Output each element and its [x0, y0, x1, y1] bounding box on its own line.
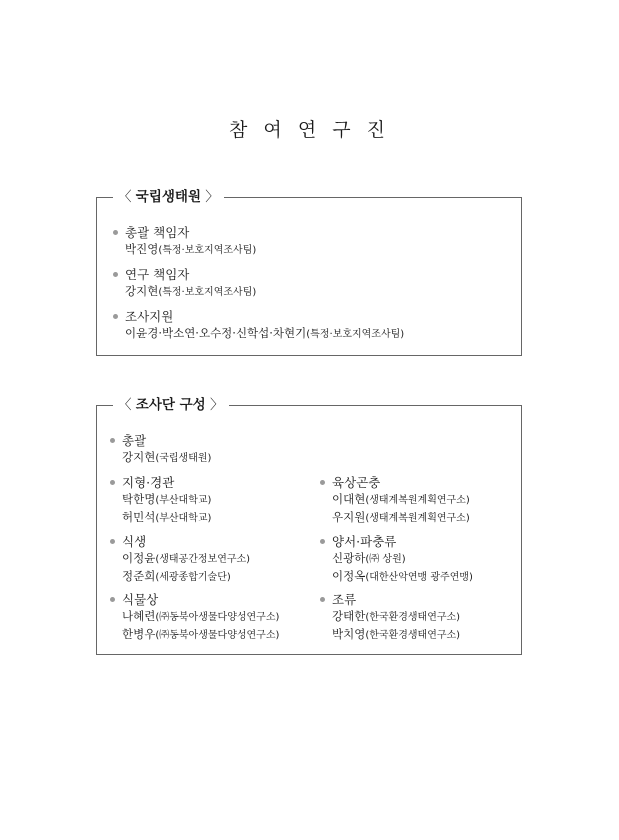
member-affiliation: (㈜동북아생물다양성연구소) [155, 630, 280, 641]
survey-group-birds [332, 591, 460, 644]
bullet-icon [110, 539, 115, 544]
member-name: 박치영 [332, 627, 366, 641]
member-name: 강지현 [122, 450, 156, 464]
member-affiliation: (㈜ 상원) [365, 554, 406, 565]
member-name: 강지현 [125, 284, 159, 298]
survey-group-insects [332, 474, 470, 527]
bullet-icon [113, 272, 118, 277]
group-role: 총괄 책임자 [125, 225, 190, 240]
member-name: 이정윤 [122, 551, 156, 565]
bullet-icon [110, 597, 115, 602]
member-affiliation: (생태계복원계획연구소) [365, 513, 470, 524]
member-name: 신광하 [332, 551, 366, 565]
institute-group-research [125, 266, 256, 301]
bullet-icon [110, 480, 115, 485]
member-affiliation: (부산대학교) [155, 513, 212, 524]
member-affiliation: (한국환경생태연구소) [365, 612, 461, 623]
bullet-icon [113, 230, 118, 235]
member-affiliation: (국립생태원) [155, 453, 212, 464]
group-role: 지형·경관 [122, 475, 175, 490]
member-affiliation: (생태계복원계획연구소) [365, 495, 470, 506]
left-angle-bracket-icon: 〈 [118, 397, 136, 413]
member-affiliation: (대한산악연맹 광주연맹) [365, 572, 473, 583]
bullet-icon [320, 597, 325, 602]
right-angle-bracket-icon: 〉 [205, 397, 224, 413]
bullet-icon [320, 480, 325, 485]
institute-group-lead [125, 224, 256, 259]
survey-group-herpetofauna [332, 533, 473, 586]
institute-group-support [125, 308, 404, 343]
group-role: 연구 책임자 [125, 267, 190, 282]
member-name: 강태한 [332, 609, 366, 623]
left-angle-bracket-icon: 〈 [118, 189, 136, 205]
member-affiliation: (특정·보호지역조사팀) [306, 329, 405, 340]
member-affiliation: (한국환경생태연구소) [365, 630, 461, 641]
survey-group-vegetation [122, 533, 250, 586]
member-affiliation: (㈜동북아생물다양성연구소) [155, 612, 280, 623]
member-name: 이대현 [332, 492, 366, 506]
member-name: 이윤경·박소연·오수정·신학섭·차현기 [125, 326, 307, 340]
group-role: 조류 [332, 592, 357, 607]
group-role: 조사지원 [125, 309, 174, 324]
group-role: 육상곤충 [332, 475, 381, 490]
survey-group-general [122, 432, 211, 467]
member-affiliation: (특정·보호지역조사팀) [158, 287, 257, 298]
member-name: 나혜련 [122, 609, 156, 623]
bullet-icon [110, 438, 115, 443]
member-name: 허민석 [122, 510, 156, 524]
member-name: 우지원 [332, 510, 366, 524]
member-name: 탁한명 [122, 492, 156, 506]
member-affiliation: (부산대학교) [155, 495, 212, 506]
member-name: 한병우 [122, 627, 156, 641]
survey-heading: 〈 조사단 구성 〉 [113, 395, 229, 415]
group-role: 총괄 [122, 433, 147, 448]
survey-box [96, 397, 522, 655]
institute-heading: 〈 국립생태원 〉 [113, 187, 224, 207]
member-affiliation: (특정·보호지역조사팀) [158, 245, 257, 256]
bullet-icon [320, 539, 325, 544]
member-name: 박진영 [125, 242, 159, 256]
right-angle-bracket-icon: 〉 [201, 189, 219, 205]
member-affiliation: (생태공간정보연구소) [155, 554, 251, 565]
member-affiliation: (세광종합기술단) [155, 572, 231, 583]
survey-group-landform [122, 474, 211, 527]
bullet-icon [113, 314, 118, 319]
group-role: 식물상 [122, 592, 159, 607]
survey-group-flora [122, 591, 279, 644]
page-title: 참 여 연 구 진 [229, 119, 390, 141]
member-name: 이정옥 [332, 569, 366, 583]
group-role: 식생 [122, 534, 147, 549]
group-role: 양서·파충류 [332, 534, 397, 549]
institute-box [96, 189, 522, 356]
member-name: 정준희 [122, 569, 156, 583]
